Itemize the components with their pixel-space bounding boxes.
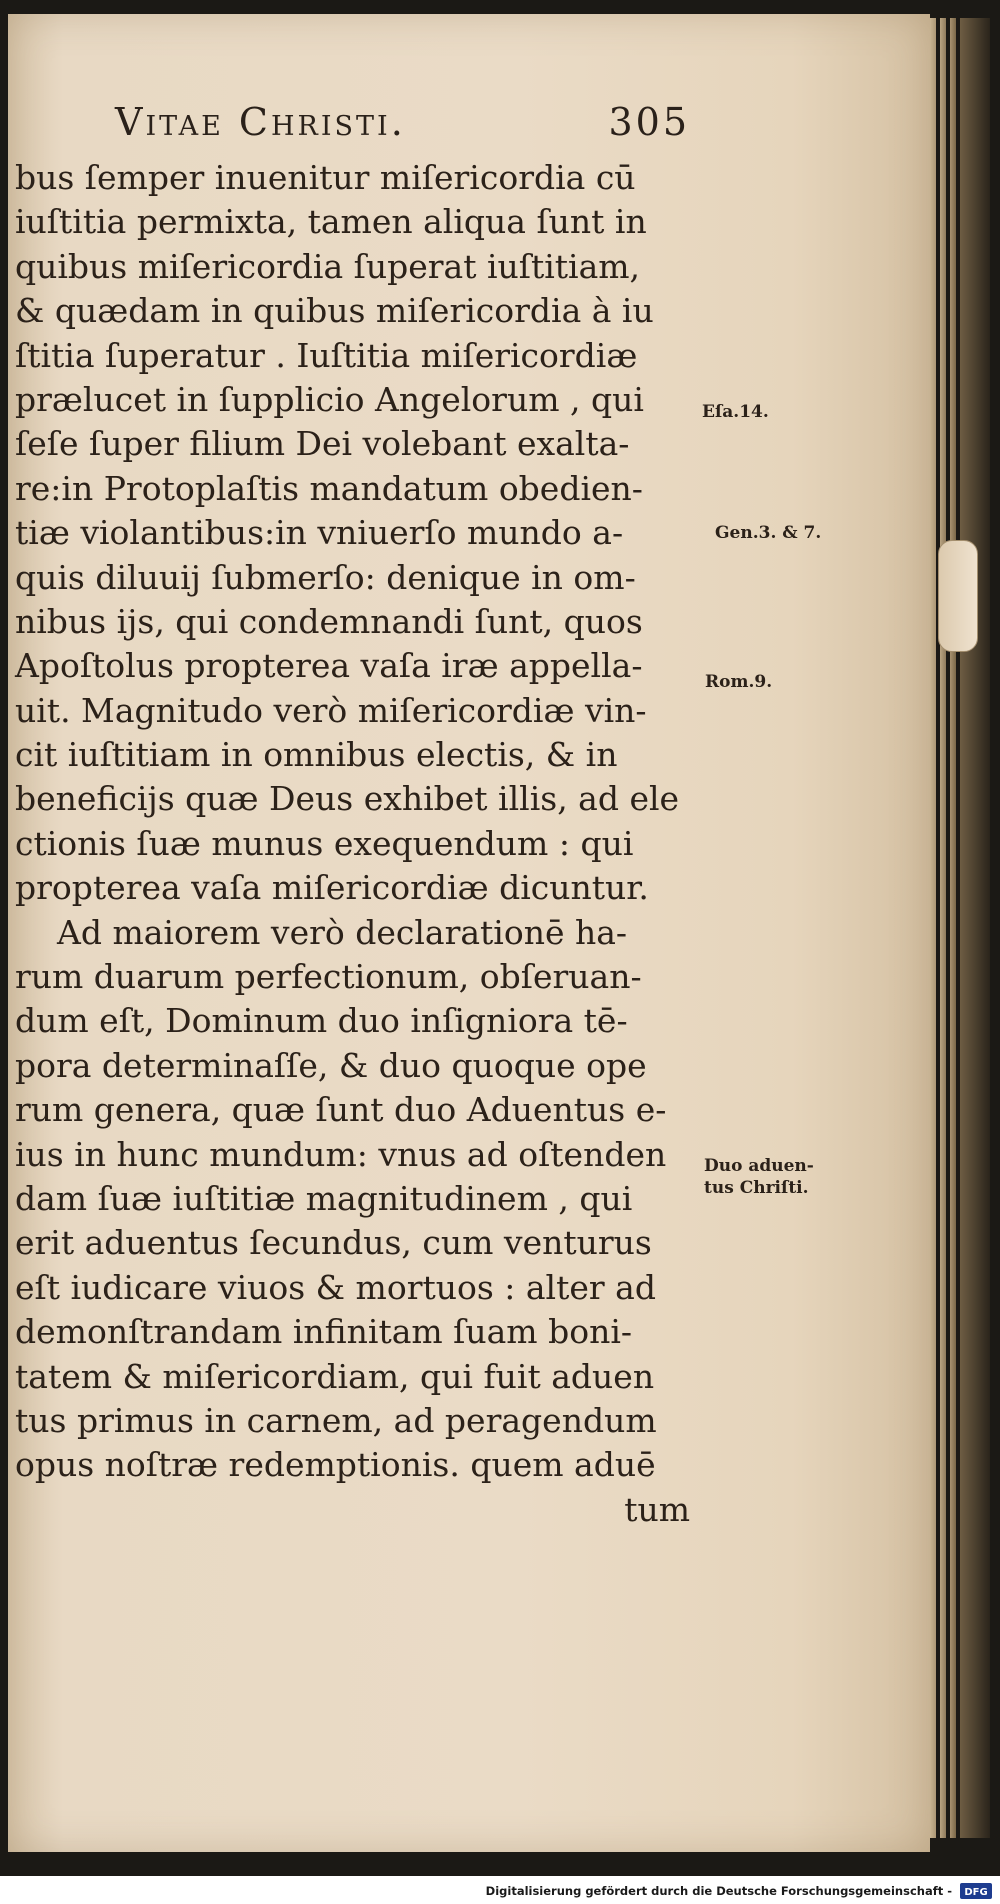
text-line: bus ſemper inuenitur miſericordia cū xyxy=(15,158,636,197)
digitization-credit: Digitalisierung gefördert durch die Deutsche Forschungsgemeinschaft - xyxy=(485,1884,952,1898)
bookmark-tab xyxy=(938,540,978,652)
text-line: rum genera, quæ ſunt duo Aduentus e- xyxy=(15,1090,667,1130)
text-line: nibus ijs, qui condemnandi ſunt, quos xyxy=(15,601,643,641)
text-line: & quædam in quibus miſericordia à iu xyxy=(15,291,654,331)
page-number: 305 xyxy=(608,100,690,144)
marginal-note-gen: Gen.3. & 7. xyxy=(715,523,822,543)
text-line: beneficijs quæ Deus exhibet illis, ad ele xyxy=(15,779,680,819)
text-line: demonſtrandam infinitam ſuam boni- xyxy=(15,1312,633,1352)
text-line: tiæ violantibus:in vniuerſo mundo a- xyxy=(15,513,624,553)
text-line: uit. Magnitudo verò miſericordiæ vin- xyxy=(15,690,647,730)
page-edge xyxy=(940,18,946,1838)
text-line: tus primus in carnem, ad peragendum xyxy=(15,1400,657,1440)
text-line: rum duarum perfectionum, obſeruan- xyxy=(15,957,642,997)
text-line: dam ſuæ iuſtitiæ magnitudinem , qui xyxy=(15,1178,633,1218)
marginal-note-esa: Eſa.14. xyxy=(702,402,769,422)
text-line: Apoſtolus propterea vaſa iræ appella- xyxy=(15,646,643,686)
text-line: Ad maiorem verò declarationē ha- xyxy=(57,912,628,952)
catchword: tum xyxy=(624,1489,690,1529)
running-title: Vitae Christi. xyxy=(115,100,406,144)
text-line: pora determinaſſe, & duo quoque ope xyxy=(15,1045,647,1085)
text-line: tatem & miſericordiam, qui fuit aduen xyxy=(15,1356,655,1396)
text-line: ſtitia ſuperatur . Iuſtitia miſericordiæ xyxy=(15,335,638,375)
book-spine-shadow xyxy=(960,18,990,1838)
marginal-note-line: Duo aduen- xyxy=(704,1156,814,1176)
dfg-logo-text: DFG xyxy=(964,1887,988,1898)
dfg-logo-icon xyxy=(960,1883,992,1899)
page-edge xyxy=(950,18,956,1838)
text-line: eſt iudicare viuos & mortuos : alter ad xyxy=(15,1267,656,1307)
page-header xyxy=(115,100,700,150)
text-line: dum eſt, Dominum duo inſigniora tē- xyxy=(15,1001,628,1041)
text-line: ctionis ſuæ munus exequendum : qui xyxy=(15,823,634,863)
text-line: quibus miſericordia ſuperat iuſtitiam, xyxy=(15,246,641,286)
text-line: opus noſtræ redemptionis. quem aduē xyxy=(15,1445,656,1485)
page-edge xyxy=(930,18,936,1838)
text-line: propterea vaſa miſericordiæ dicuntur. xyxy=(15,868,649,908)
text-line: ius in hunc mundum: vnus ad oſtenden xyxy=(15,1134,667,1174)
marginal-note-duo-aduentus xyxy=(704,1155,814,1199)
text-line: iuſtitia permixta, tamen aliqua ſunt in xyxy=(15,202,647,242)
text-line: re:in Protoplaſtis mandatum obedien- xyxy=(15,468,643,508)
marginal-note-rom: Rom.9. xyxy=(705,672,773,692)
text-line: ſeſe ſuper filium Dei volebant exalta- xyxy=(15,424,630,464)
marginal-note-line: tus Chriſti. xyxy=(704,1178,809,1198)
text-line: erit aduentus ſecundus, cum venturus xyxy=(15,1223,652,1263)
text-line: prælucet in ſupplicio Angelorum , qui xyxy=(15,379,644,419)
text-line: cit iuſtitiam in omnibus electis, & in xyxy=(15,735,618,775)
footer-bar xyxy=(0,1876,1000,1904)
body-text xyxy=(15,156,715,1532)
text-line: quis diluuij ſubmerſo: denique in om- xyxy=(15,557,636,597)
